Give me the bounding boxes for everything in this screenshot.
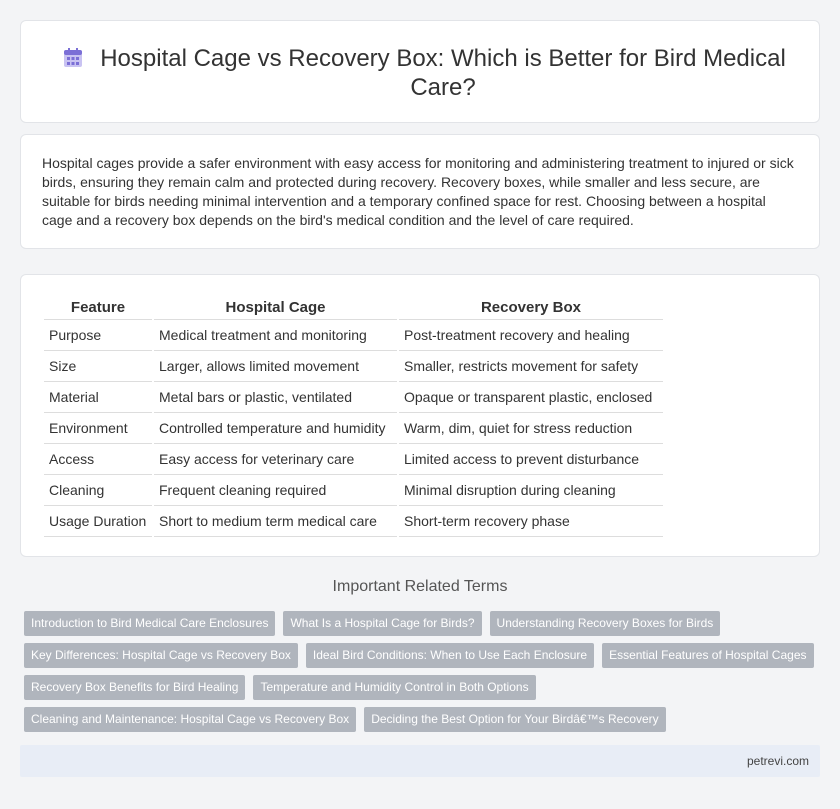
table-cell: Purpose [44, 320, 152, 351]
table-cell: Opaque or transparent plastic, enclosed [399, 382, 663, 413]
chip-row [24, 643, 824, 675]
table-row [44, 351, 663, 382]
related-term-chip[interactable]: Understanding Recovery Boxes for Birds [490, 611, 721, 636]
related-term-chip[interactable]: Recovery Box Benefits for Bird Healing [24, 675, 245, 700]
comparison-table [42, 294, 665, 537]
related-term-chip[interactable]: Ideal Bird Conditions: When to Use Each Enclosure [306, 643, 594, 668]
table-cell: Material [44, 382, 152, 413]
table-cell: Size [44, 351, 152, 382]
comparison-card [20, 274, 820, 557]
table-row [44, 320, 663, 351]
related-term-chip[interactable]: Essential Features of Hospital Cages [602, 643, 813, 668]
table-cell: Short-term recovery phase [399, 506, 663, 537]
table-cell: Medical treatment and monitoring [154, 320, 397, 351]
related-term-chip[interactable]: Introduction to Bird Medical Care Enclosures [24, 611, 275, 636]
table-cell: Smaller, restricts movement for safety [399, 351, 663, 382]
related-term-chip[interactable]: Temperature and Humidity Control in Both Options [253, 675, 535, 700]
footer [20, 745, 820, 777]
table-cell: Metal bars or plastic, ventilated [154, 382, 397, 413]
table-row [44, 475, 663, 506]
footer-site-link[interactable]: petrevi.com [746, 754, 809, 768]
related-term-chip[interactable]: Cleaning and Maintenance: Hospital Cage vs Recovery Box [24, 707, 356, 732]
intro-paragraph: Hospital cages provide a safer environment with easy access for monitoring and administering treatment to injured or sick birds, ensuring they remain calm and protected during recovery. Recovery boxes, while smaller and less secure, are suitable for birds needing minimal intervention and a temporary confined space for rest. Choosing between a hospital cage and a recovery box depends on the bird's medical condition and the level of care required. [42, 155, 794, 228]
header-feature: Feature [44, 294, 152, 320]
table-cell: Easy access for veterinary care [154, 444, 397, 475]
table-cell: Short to medium term medical care [154, 506, 397, 537]
table-cell: Minimal disruption during cleaning [399, 475, 663, 506]
chip-row [24, 611, 824, 643]
related-term-chip[interactable]: Deciding the Best Option for Your Birdâ€™s Recovery [364, 707, 665, 732]
table-cell: Warm, dim, quiet for stress reduction [399, 413, 663, 444]
chip-row [24, 707, 824, 739]
intro-card [20, 134, 820, 249]
table-cell: Cleaning [44, 475, 152, 506]
table-cell: Controlled temperature and humidity [154, 413, 397, 444]
table-cell: Environment [44, 413, 152, 444]
related-terms-list [24, 611, 824, 739]
chip-row [24, 675, 824, 707]
table-row [44, 413, 663, 444]
table-cell: Limited access to prevent disturbance [399, 444, 663, 475]
page-title: Hospital Cage vs Recovery Box: Which is Better for Bird Medical Care? [100, 45, 786, 101]
table-row [44, 506, 663, 537]
table-cell: Post-treatment recovery and healing [399, 320, 663, 351]
related-terms-heading: Important Related Terms [332, 578, 508, 595]
table-row [44, 444, 663, 475]
title-card [20, 20, 820, 123]
table-cell: Frequent cleaning required [154, 475, 397, 506]
header-hospital-cage: Hospital Cage [154, 294, 397, 320]
table-cell: Usage Duration [44, 506, 152, 537]
table-header-row [44, 294, 663, 320]
header-recovery-box: Recovery Box [399, 294, 663, 320]
table-cell: Access [44, 444, 152, 475]
table-cell: Larger, allows limited movement [154, 351, 397, 382]
table-row [44, 382, 663, 413]
related-term-chip[interactable]: Key Differences: Hospital Cage vs Recovery Box [24, 643, 298, 668]
related-term-chip[interactable]: What Is a Hospital Cage for Birds? [283, 611, 481, 636]
